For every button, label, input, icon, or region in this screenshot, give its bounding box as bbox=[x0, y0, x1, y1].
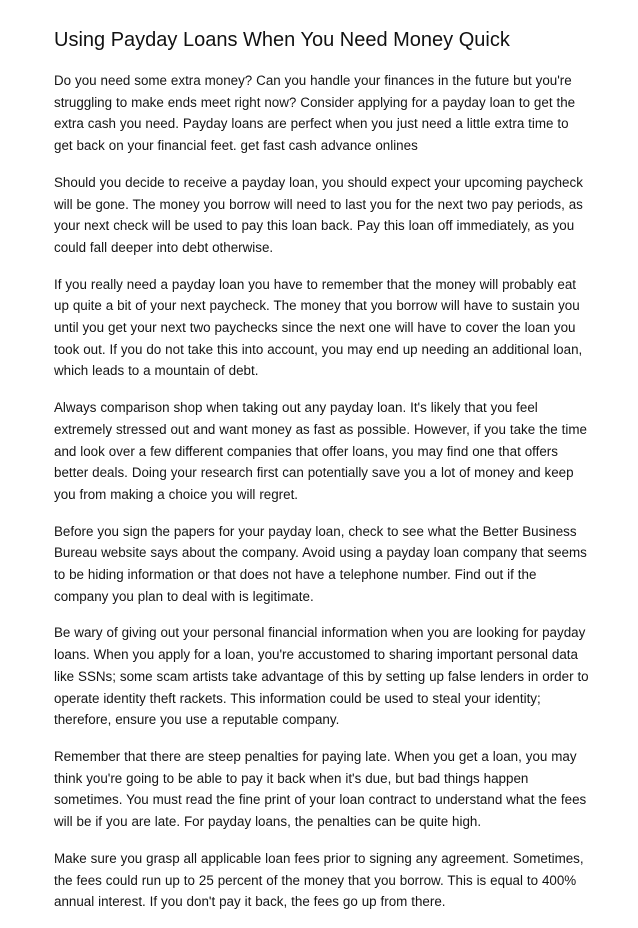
paragraph-4: Always comparison shop when taking out any payday loan. It's likely that you feel extremely stressed out and want money as fast as possible. However, if you take the time and look over a few different companies that offer loans, you may find one that offers better deals. Doing your research first can potentially save you a lot of money and keep you from making a choice you will regret. bbox=[54, 400, 587, 502]
paragraph-3: If you really need a payday loan you have to remember that the money will probably eat up quite a bit of your next paycheck. The money that you borrow will have to sustain you until you get your next two paychecks since the next one will have to cover the loan you took out. If you do not take this into account, you may end up needing an additional loan, which leads to a mountain of debt. bbox=[54, 276, 583, 379]
paragraph-6: Be wary of giving out your personal financial information when you are looking for payday loans. When you apply for a loan, you're accustomed to sharing important personal data like SSNs; some scam artists take advantage of this by setting up false lenders in order to operate identity theft rackets. This information could be used to steal your identity; therefore, ensure you use a reputable company. bbox=[54, 625, 589, 728]
paragraph-5: Before you sign the papers for your payday loan, check to see what the Better Business Bureau website says about the company. Avoid using a payday loan company that seems to be hiding information or that does not have a telephone number. Find out if the company you plan to deal with is legitimate. bbox=[54, 523, 587, 604]
document-page bbox=[54, 26, 590, 928]
paragraph-7: Remember that there are steep penalties for paying late. When you get a loan, you may think you're going to be able to pay it back when it's due, but bad things happen sometimes. You must read the fine print of your loan contract to understand what the fees will be if you are late. For payday loans, the penalties can be quite high. bbox=[54, 748, 587, 830]
paragraph-1: Do you need some extra money? Can you handle your finances in the future but you're struggling to make ends meet right now? Consider applying for a payday loan to get the extra cash you need. Payday loans are perfect when you just need a little extra time to get back on your financial feet. get fast cash advance onlines bbox=[54, 73, 576, 154]
paragraph-2: Should you decide to receive a payday loan, you should expect your upcoming paycheck will be gone. The money you borrow will need to last you for the next two pay periods, as your next check will be used to pay this loan back. Pay this loan off immediately, as you could fall deeper into debt otherwise. bbox=[54, 174, 583, 255]
paragraph-8: Make sure you grasp all applicable loan fees prior to signing any agreement. Sometimes, the fees could run up to 25 percent of the money that you borrow. This is equal to 400% annual interest. If you don't pay it back, the fees go up from there. bbox=[54, 850, 584, 910]
document-title: Using Payday Loans When You Need Money Quick bbox=[54, 29, 510, 51]
